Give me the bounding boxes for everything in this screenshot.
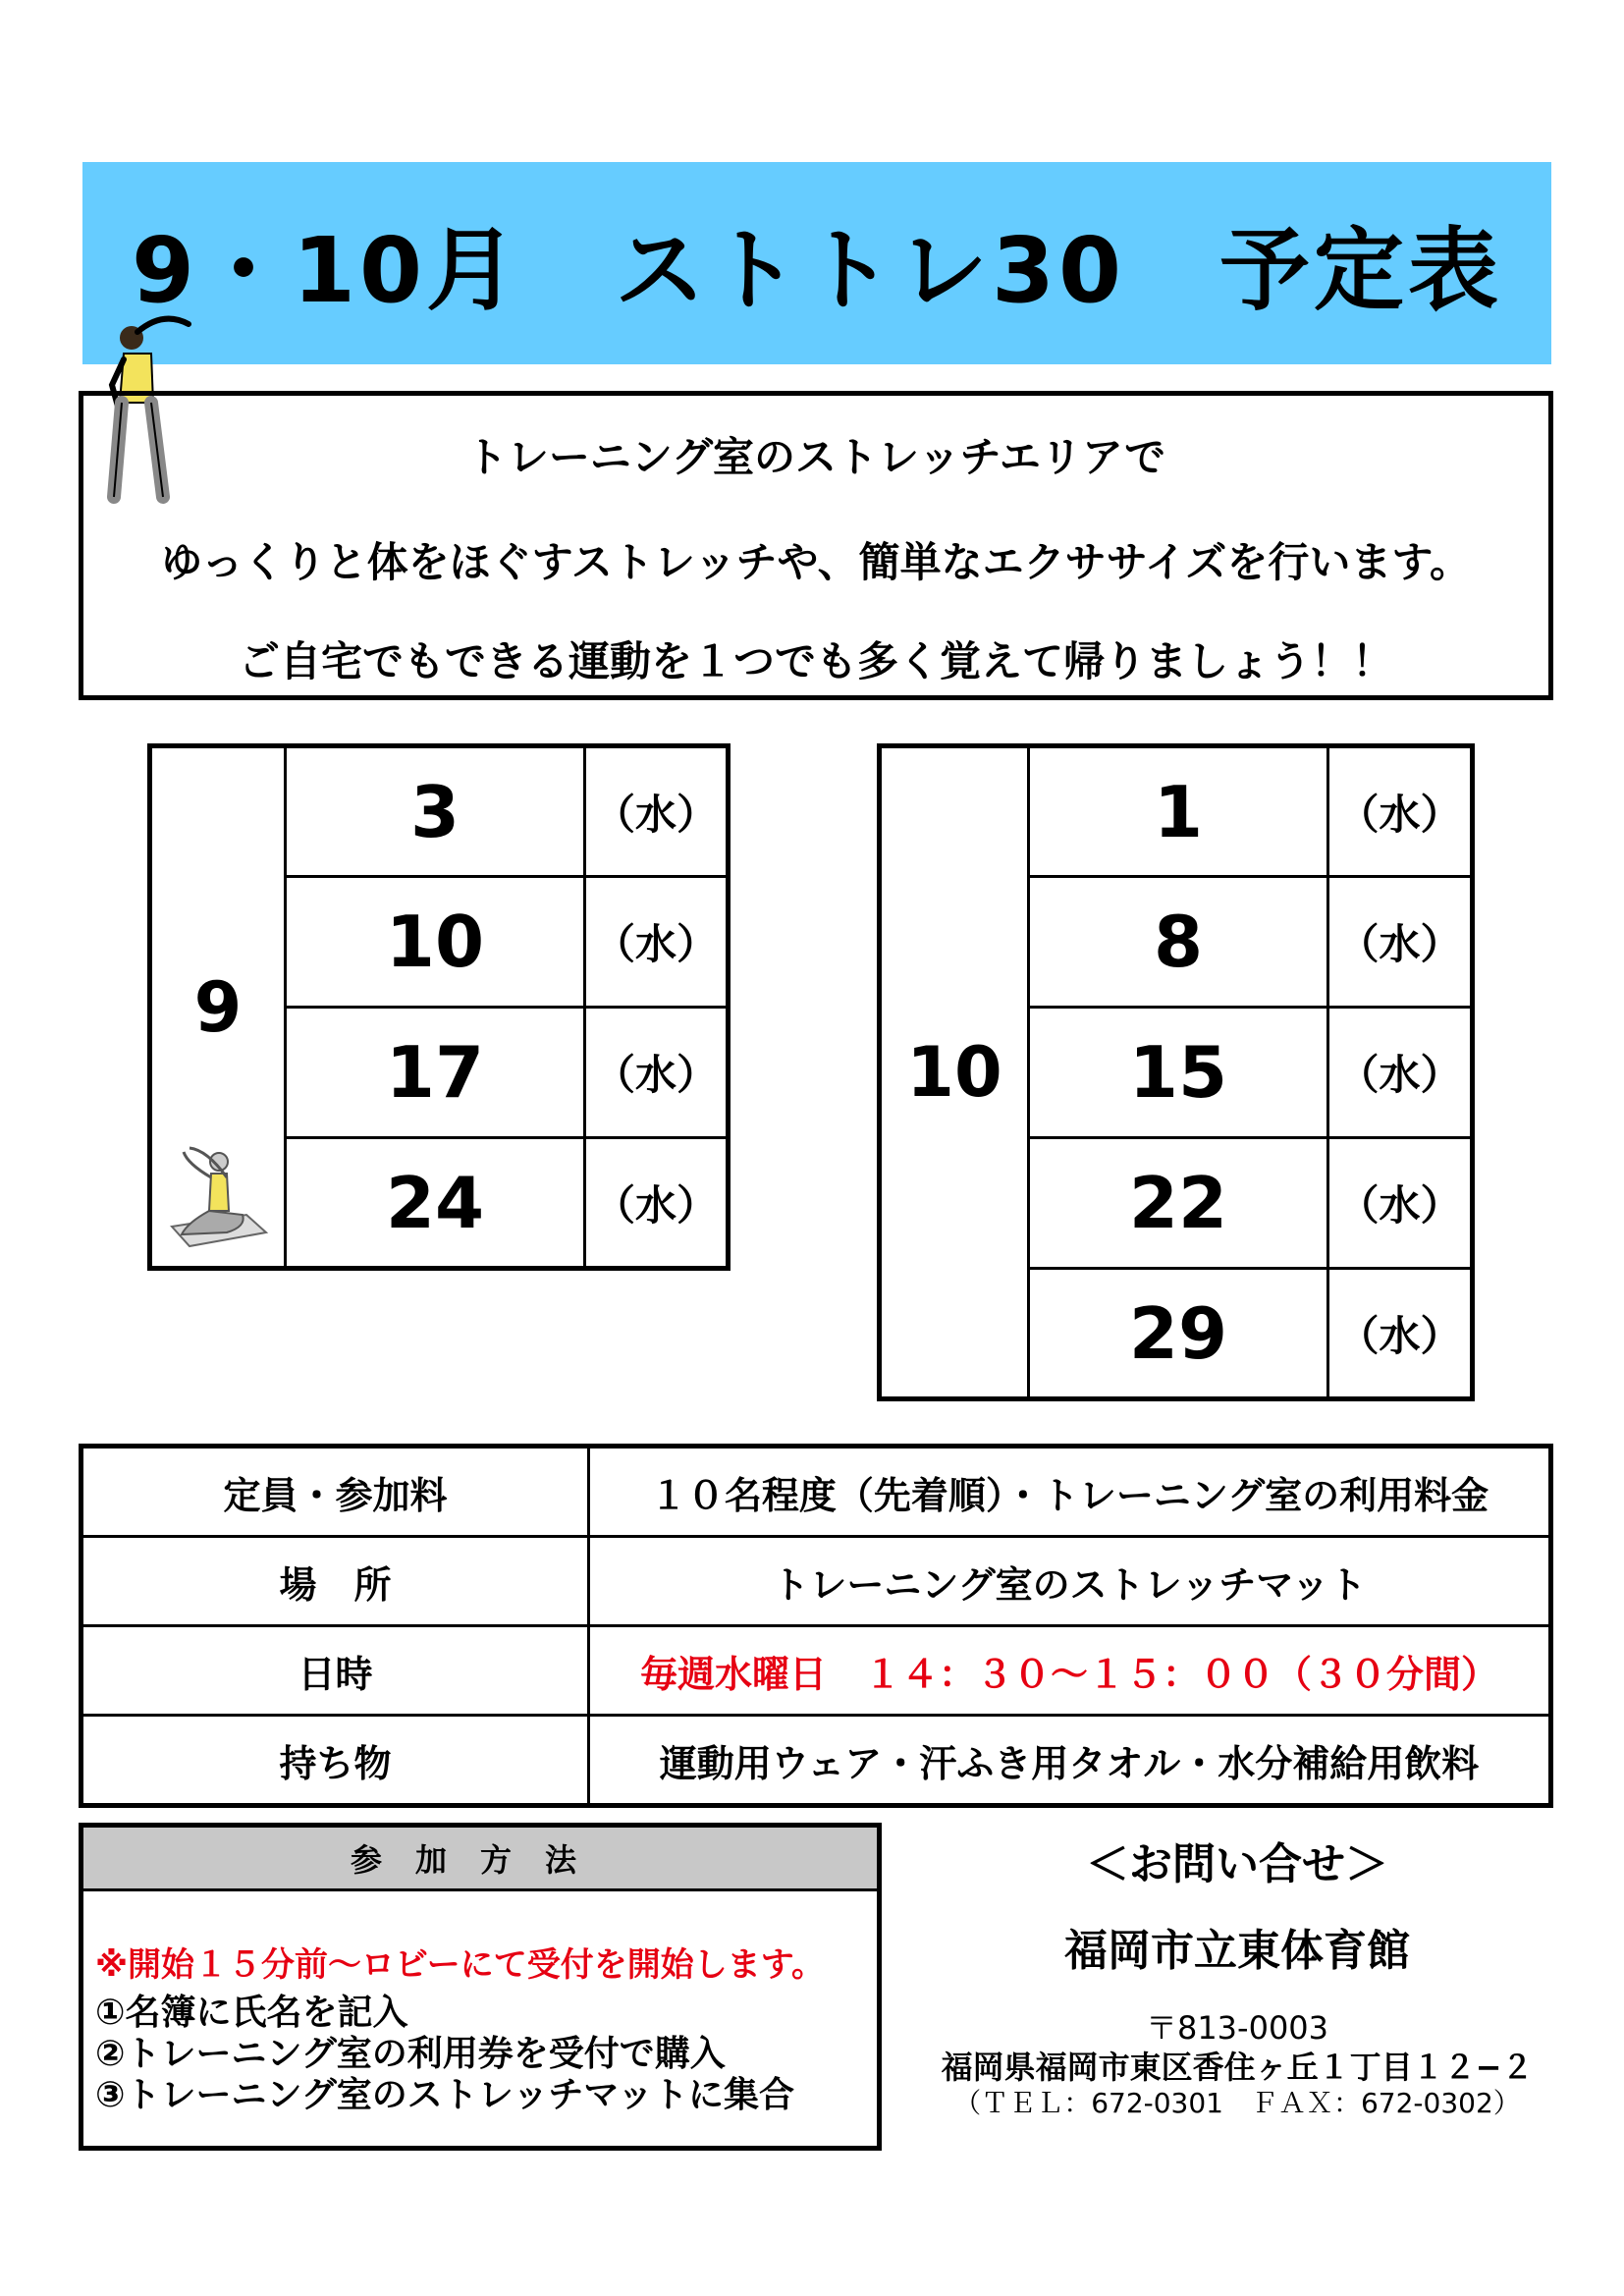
info-value-place: トレーニング室のストレッチマット <box>589 1537 1551 1626</box>
weekday-cell: （水） <box>585 746 729 877</box>
contact-postal: 〒813-0003 <box>1145 2009 1329 2047</box>
contact-name: 福岡市立東体育館 <box>1064 1926 1410 1976</box>
step-1: ①名簿に氏名を記入 <box>95 1993 408 2033</box>
info-value-datetime: 毎週水曜日 １４：３０～１５：００（３０分間） <box>589 1626 1551 1716</box>
table-row <box>286 746 585 877</box>
info-label-items: 持ち物 <box>81 1716 589 1806</box>
contact-heading: ＜お問い合せ＞ <box>1086 1839 1388 1889</box>
day-number: 1 <box>1029 746 1328 877</box>
weekday-cell: （水） <box>1328 1008 1473 1138</box>
day-number: 8 <box>1029 877 1328 1008</box>
intro-line-1: トレーニング室のストレッチエリアで <box>465 433 1166 481</box>
weekday-cell: （水） <box>1328 1269 1473 1399</box>
day-number: 15 <box>1029 1008 1328 1138</box>
weekday-cell: （水） <box>585 1138 729 1269</box>
step-3: ③トレーニング室のストレッチマットに集合 <box>95 2075 794 2115</box>
info-label-datetime: 日時 <box>81 1626 589 1716</box>
weekday-cell: （水） <box>585 1008 729 1138</box>
day-number: 17 <box>286 1008 585 1138</box>
contact-address: 福岡県福岡市東区香住ヶ丘１丁目１２−２ <box>941 2049 1534 2086</box>
september-month-cell <box>150 746 286 1269</box>
step-2: ②トレーニング室の利用券を受付で購入 <box>95 2034 726 2074</box>
page-title: 9・10月 ストトレ30 予定表 <box>131 218 1503 323</box>
info-label-place: 場 所 <box>81 1537 589 1626</box>
info-value-capacity: １０名程度（先着順）・トレーニング室の利用料金 <box>589 1447 1551 1537</box>
yoga-pose-icon <box>168 1144 270 1250</box>
september-schedule <box>147 743 731 1271</box>
contact-phone: （ＴＥＬ：672-0301 ＦＡＸ：672-0302） <box>953 2087 1521 2119</box>
intro-line-3: ご自宅でもできる運動を１つでも多く覚えて帰りましょう！！ <box>238 637 1393 685</box>
day-number: 22 <box>1029 1138 1328 1269</box>
day-number: 24 <box>286 1138 585 1269</box>
reception-note: ※開始１５分前～ロビーにて受付を開始します。 <box>95 1945 825 1985</box>
intro-box <box>79 391 1553 700</box>
title-banner <box>82 162 1551 364</box>
intro-line-2: ゆっくりと体をほぐすストレッチや、簡単なエクササイズを行います。 <box>161 538 1471 586</box>
september-month: 9 <box>193 966 243 1048</box>
day-number: 29 <box>1029 1269 1328 1399</box>
day-number: 10 <box>286 877 585 1008</box>
info-table <box>79 1444 1553 1808</box>
table-row <box>81 1626 1551 1716</box>
october-schedule <box>877 743 1475 1401</box>
weekday-cell: （水） <box>1328 877 1473 1008</box>
day-number: 3 <box>409 770 460 853</box>
weekday-cell: （水） <box>1328 746 1473 877</box>
weekday-cell: （水） <box>585 877 729 1008</box>
table-row <box>81 1716 1551 1806</box>
participation-box <box>79 1823 882 2151</box>
table-row <box>81 1447 1551 1537</box>
weekday-cell: （水） <box>1328 1138 1473 1269</box>
table-row <box>81 1537 1551 1626</box>
october-month: 10 <box>880 746 1029 1399</box>
info-label-capacity: 定員・参加料 <box>81 1447 589 1537</box>
participation-header: 参加方法 <box>83 1828 877 1891</box>
info-value-items: 運動用ウェア・汗ふき用タオル・水分補給用飲料 <box>589 1716 1551 1806</box>
